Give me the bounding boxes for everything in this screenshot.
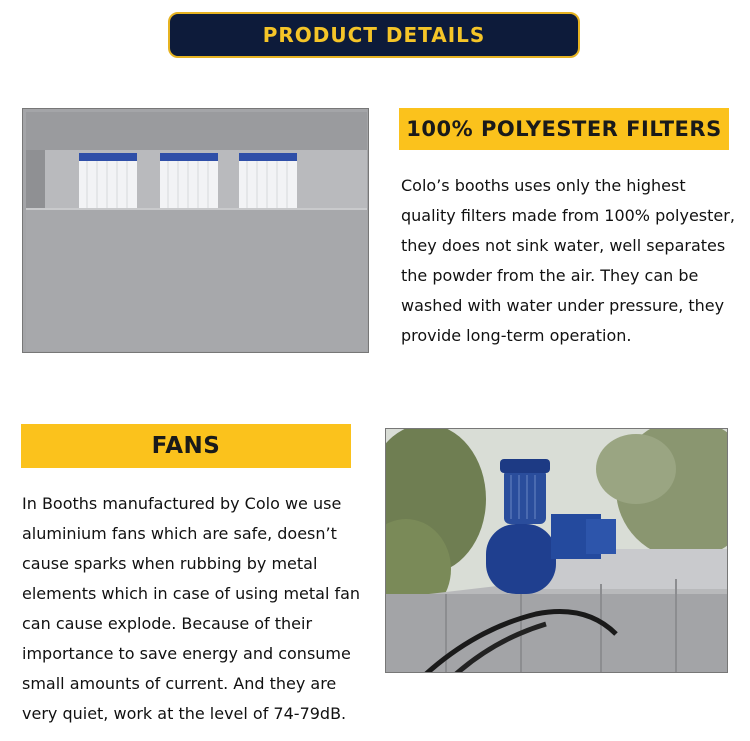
section-heading-text: 100% POLYESTER FILTERS: [406, 117, 722, 141]
filters-photo: [22, 108, 369, 353]
page-title-banner: [168, 12, 580, 58]
section-heading-filters: [399, 108, 729, 150]
section-heading-fans: [21, 424, 351, 468]
page-title: PRODUCT DETAILS: [262, 23, 486, 47]
section-heading-text: FANS: [151, 433, 221, 459]
section-body-fans: In Booths manufactured by Colo we use aluminium fans which are safe, doesn’t cause sparks when rubbing by metal elements which in case of using metal fan can cause explode. Because of their importance to save energy and consume small amounts of current. And they are very quiet, work at the level of 74-79dB.: [22, 494, 361, 723]
fan-photo: [385, 428, 728, 673]
section-body-filters: Colo’s booths uses only the highest quality filters made from 100% polyester, they does not sink water, well separates the powder from the air. They can be washed with water under pressure, they provide long-term operation.: [401, 176, 735, 345]
